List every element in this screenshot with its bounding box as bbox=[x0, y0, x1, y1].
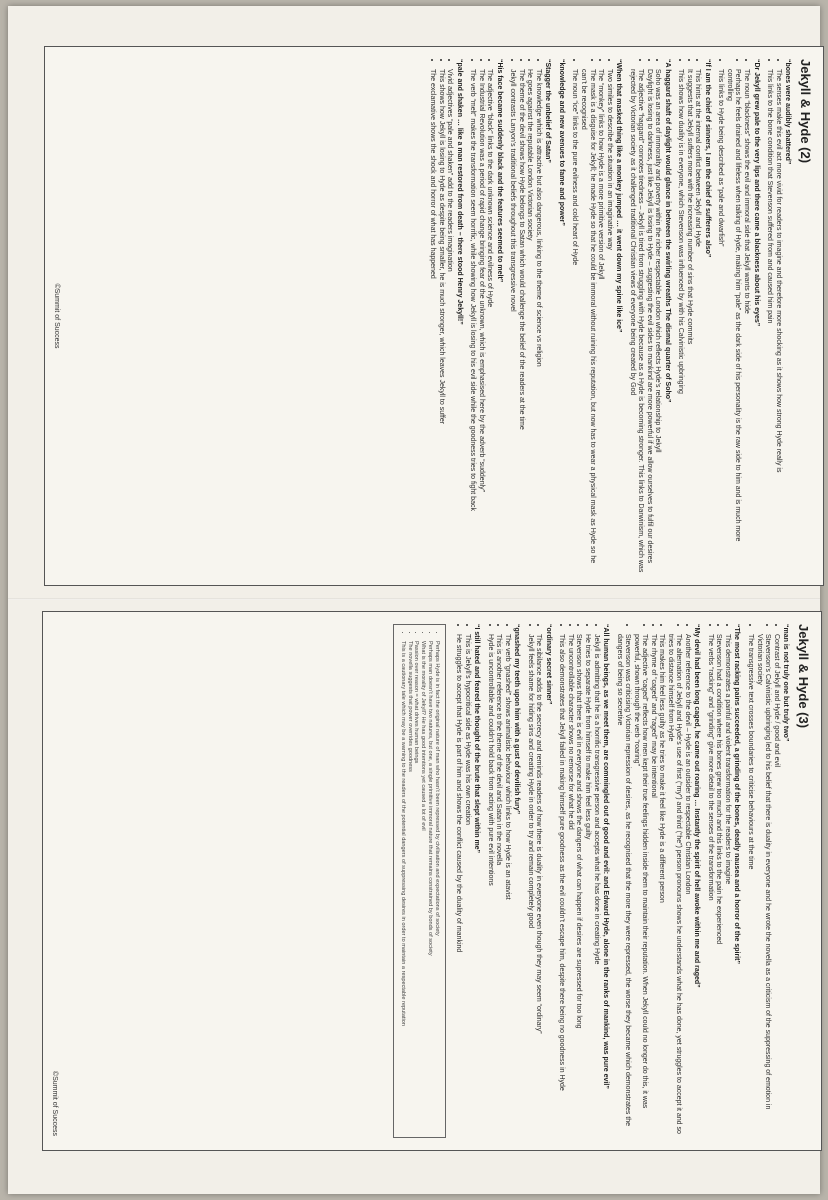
analysis-point: • Hyde is uncontrollable and couldn’t hold back from acting with pure evil intentions bbox=[485, 634, 494, 1138]
analysis-point: • This hints at the internal conflict between Jekyll and Hyde bbox=[693, 69, 702, 573]
quote-heading: “gnashed my teeth upon him with a gust of devilish fury” bbox=[513, 624, 521, 815]
analysis-list bbox=[627, 59, 661, 573]
analysis-list bbox=[427, 59, 453, 573]
analysis-point: • This also demonstrates that Jekyll failed in making himself pure goodness as the evil couldn’t escape him, despite there being no goodness in Hyde bbox=[557, 634, 566, 1138]
analysis-list bbox=[485, 624, 511, 1138]
quote-heading: “A haggard shaft of daylight would glance in between the swirling wreaths The dismal quarter of Soho” bbox=[663, 59, 671, 403]
quote-heading: “The most racking pains succeeded, a grinding of the bones, deadly nausea and a horror of the spirit” bbox=[733, 624, 741, 964]
quote-heading: “ordinary secret sinner” bbox=[544, 624, 552, 705]
analysis-list bbox=[676, 59, 702, 573]
fold-line bbox=[8, 598, 820, 600]
analysis-point: • The senses make this evil act more vivid for readers to imagine and therefore more shocking as it shows how strong Hyde really is bbox=[773, 69, 782, 573]
quote-heading: “pale and shaken … like a man restored from death – there stood Henry Jekyll!” bbox=[455, 59, 463, 325]
analysis-point: • Stevenson’s Calvinistic upbringing led to his belief that there is duality in everyone and he wrote the novella as a criticism of the suppressing of emotion in Victorian society bbox=[754, 634, 771, 1138]
analysis-point: • Another reference to the devil – Hyde is an outsider to respectable Christian London bbox=[682, 634, 691, 1138]
analysis-point: • This demonstrates a painful and violent transformation for the readers to imagine bbox=[722, 634, 731, 1138]
note-item: • The novella suggests that power overrides goodness bbox=[406, 641, 413, 1131]
analysis-point: • He goes against the reputable London Victorian society bbox=[525, 69, 534, 573]
analysis-list bbox=[468, 59, 494, 573]
analysis-point: • Vivid adjectives “pale and shaken” add to the readers imagination bbox=[445, 69, 454, 573]
analysis-point: • Stevenson shows that there is evil in everyone and shows the dangers of what can happen if desires are supressed for too long bbox=[574, 634, 583, 1138]
quote-heading: “Stagger the unbelief of Satan” bbox=[544, 59, 552, 163]
analysis-list bbox=[525, 624, 542, 1138]
revision-page-2 bbox=[44, 46, 824, 586]
analysis-point: • Contrast of Jekyll and Hyde / good and evil bbox=[771, 634, 780, 1138]
quote-heading: “All human beings, as we meet them, are commingled out of good and evil: and Edward Hyde, alone in the ranks of mankind, was pure evil” bbox=[602, 624, 610, 1089]
analysis-point: • Stevenson was criticising Victorian repression of desires, as he recognised that the more they were repressed, the worse they became which demonstrates the dangers of being so secretive bbox=[614, 634, 631, 1138]
analysis-point: • The verbs “racking” and “grinding” give more detail to the senses of the transformation bbox=[705, 634, 714, 1138]
revision-page-3 bbox=[42, 611, 822, 1151]
page-title: Jekyll & Hyde (3) bbox=[796, 624, 811, 729]
analysis-point: • The “monkey” links to how Hyde is a more primitive version of Jekyll bbox=[596, 69, 605, 573]
analysis-point: • Jekyll is admitting that he is a horrific transgressive person and accepts what he has done in creating Hyde bbox=[591, 634, 600, 1138]
analysis-point: • The exclamative shows the shock and horror of what has happened bbox=[427, 69, 436, 573]
analysis-list bbox=[716, 59, 750, 573]
quote-heading: “My devil had been long caged, he came out roaring … Instantly the spirit of hell awoke within me and raged” bbox=[693, 624, 701, 988]
analysis-point: • He struggles to accept that Hyde is part of him and shows the conflict caused by the duality of mankind bbox=[454, 634, 463, 1138]
analysis-point: • This links to the bone condition that Stevenson suffered from and caused him pain bbox=[765, 69, 774, 573]
analysis-point: • The adjective “caged” reflects how men kept their true feelings hidden inside them to maintain their reputation. When Jekyll could no longer do this, it was powerful, shown through the verb “roaring” bbox=[631, 634, 648, 1138]
quote-heading: “Dr Jekyll grew pale to the very lips and there came a blackness about his eyes” bbox=[752, 59, 760, 327]
analysis-point: • The adjective “haggard” connotes tiredness – Jekyll is tired from struggling with Hyde because as a Hyde is becoming stronger. This links to Darwinism, which was rejected by Victorian society as it challenged traditional Christian views of everyone being created by God bbox=[627, 69, 644, 573]
notes-box bbox=[393, 624, 445, 1138]
analysis-point: • The uncontrollable character shows no remorse for what he did bbox=[565, 634, 574, 1138]
analysis-list bbox=[570, 59, 613, 573]
analysis-point: • The noun “blackness” shows the evil and immoral side that Jekyll wants to hide bbox=[741, 69, 750, 573]
copyright-footer: ©Summit of Success bbox=[52, 283, 60, 349]
analysis-point: • This makes him feel less guilty as he tries to make it feel like Hyde is a different person bbox=[657, 634, 666, 1138]
analysis-point: • Jekyll contrasts Lanyon’s traditional beliefs throughout this transgressive novel bbox=[508, 69, 517, 573]
analysis-point: • The mask is a disguise for Jekyll; he made Hyde so that he could be immoral without ruining his reputation, but now has to wear a physical mask as Hyde so he can’t be recognised bbox=[578, 69, 595, 573]
quote-heading: “bones were audibly shattered” bbox=[784, 59, 792, 165]
notes-list bbox=[399, 631, 439, 1131]
analysis-point: • The alternation of Jekyll and Hyde’s use of first (“my”) and third (“he”) person pronouns shows he understands what he has done, yet struggles to accept it and so tries to distance himself from Hyde bbox=[665, 634, 682, 1138]
analysis-point: • Soho was an area of immorality and poverty within the richer respectable London which reflects Hyde’s relationship to Jekyll bbox=[653, 69, 662, 573]
analysis-point: • The adjective “black” links to the dark unknown science and evilness of Hyde bbox=[485, 69, 494, 573]
analysis-point: • The sibilance adds to the secrecy and reminds readers of how there is duality in everyone even though they may seem “ordinary” bbox=[534, 634, 543, 1138]
analysis-point: • The transgressive text crosses boundaries to criticise behaviours at the time bbox=[745, 634, 754, 1138]
analysis-list bbox=[705, 624, 731, 1138]
analysis-list bbox=[454, 624, 471, 1138]
analysis-point: • Daylight is losing to darkness, just like Jekyll is losing to Hyde – suggesting the evil sides to mankind are more powerful if we allow ourselves to fulfil our desires bbox=[644, 69, 653, 573]
page-content bbox=[427, 59, 791, 573]
analysis-point: • The verb “melt” makes the transformation seem horrific, while showing how Jekyll is losing to his evil side while the goodness tries to fight back bbox=[468, 69, 477, 573]
analysis-point: • Perhaps he feels drained and lifeless when talking of Hyde, making him “pale” as the dark side of his personality is the raw side to him and is much more controlling bbox=[724, 69, 741, 573]
analysis-point: • The verb “gnashed” shows animalistic behaviour which links to how Hyde is an atavist bbox=[502, 634, 511, 1138]
analysis-list bbox=[508, 59, 542, 573]
quote-heading: “When that masked thing like a monkey jumped … it went down my spine like ice” bbox=[615, 59, 623, 333]
note-item: • Passion over reason = what drives human beings bbox=[413, 641, 420, 1131]
paper-sheet bbox=[8, 6, 820, 1194]
quote-heading: “His face became suddenly black and the features seemed to melt” bbox=[495, 59, 503, 283]
note-item: • Perhaps man doesn’t have two natures, but one, a single primitive immoral nature that remains constrained by bonds of society bbox=[426, 641, 433, 1131]
analysis-list bbox=[745, 624, 779, 1138]
note-item: • What is the morality of Jekyll? He has good intentions yet caused a lot of evil bbox=[419, 641, 426, 1131]
analysis-point: • Stevenson had a condition where his bones grew too much and this links to the pain he experienced bbox=[714, 634, 723, 1138]
analysis-point: • Two similes to describe the situation in an imaginative way bbox=[604, 69, 613, 573]
page-content bbox=[454, 624, 790, 1138]
analysis-point: • This is Jekyll’s hypocritical side as Hyde was his own creation bbox=[462, 634, 471, 1138]
note-item: • Perhaps Hyde is in fact the original nature of man who hasn’t been repressed by civilisation and expectations of society bbox=[433, 641, 440, 1131]
quote-heading: “I still hated and feared the thought of the brute that slept within me” bbox=[473, 624, 481, 854]
analysis-list bbox=[557, 624, 600, 1138]
note-item: • This is a cautionary tale which may be a warning to the readers of the potential dangers of suppressing desires in order to maintain a respectable reputation bbox=[399, 641, 406, 1131]
analysis-point: • This shows how Jekyll is losing to Hyde as despite being smaller, he is much stronger, which leaves Jekyll to suffer bbox=[436, 69, 445, 573]
analysis-point: • Jekyll feels shame for hiding sins and creating Hyde in order to try and remain completely good bbox=[525, 634, 534, 1138]
analysis-point: • He tries to separate Hyde from himself to make him feel less guilty bbox=[582, 634, 591, 1138]
analysis-list bbox=[614, 624, 691, 1138]
analysis-point: • The rhyme of “caged” and “raged” may be intentional bbox=[648, 634, 657, 1138]
analysis-point: • The noun “ice” links to the pure evilness and cold heart of Hyde bbox=[570, 69, 579, 573]
page-title: Jekyll & Hyde (2) bbox=[798, 59, 813, 164]
quote-heading: “knowledge and new avenues to fame and power” bbox=[557, 59, 565, 226]
analysis-point: • This shows how duality is in everyone, which Stevenson was influenced by with his Calvinistic upbringing bbox=[676, 69, 685, 573]
analysis-point: • This is another reference to the theme of the devil and Satan in the novella bbox=[494, 634, 503, 1138]
quote-heading: “If I am the chief of sinners, I am the chief of sufferers also” bbox=[703, 59, 711, 258]
analysis-list bbox=[765, 59, 782, 573]
analysis-point: • The knowledge which is attractive but also dangerous, linking to the theme of science vs religion bbox=[533, 69, 542, 573]
analysis-point: • It suggests that Jekyll suffers more with the increasing number of sins that Hyde commits bbox=[684, 69, 693, 573]
quote-heading: “man is not truly one but truly two” bbox=[782, 624, 790, 742]
analysis-point: • The Industrial Revolution was a period of rapid change bringing fear of the unknown, which is emphasised here by the adverb “suddenly” bbox=[476, 69, 485, 573]
analysis-point: • The theme of the devil shows how Hyde belongs to Satan which would challenge the belief of the readers at the time bbox=[516, 69, 525, 573]
copyright-footer: ©Summit of Success bbox=[50, 1070, 58, 1136]
analysis-point: • This links to Hyde being described as “pale and dwarfish” bbox=[716, 69, 725, 573]
